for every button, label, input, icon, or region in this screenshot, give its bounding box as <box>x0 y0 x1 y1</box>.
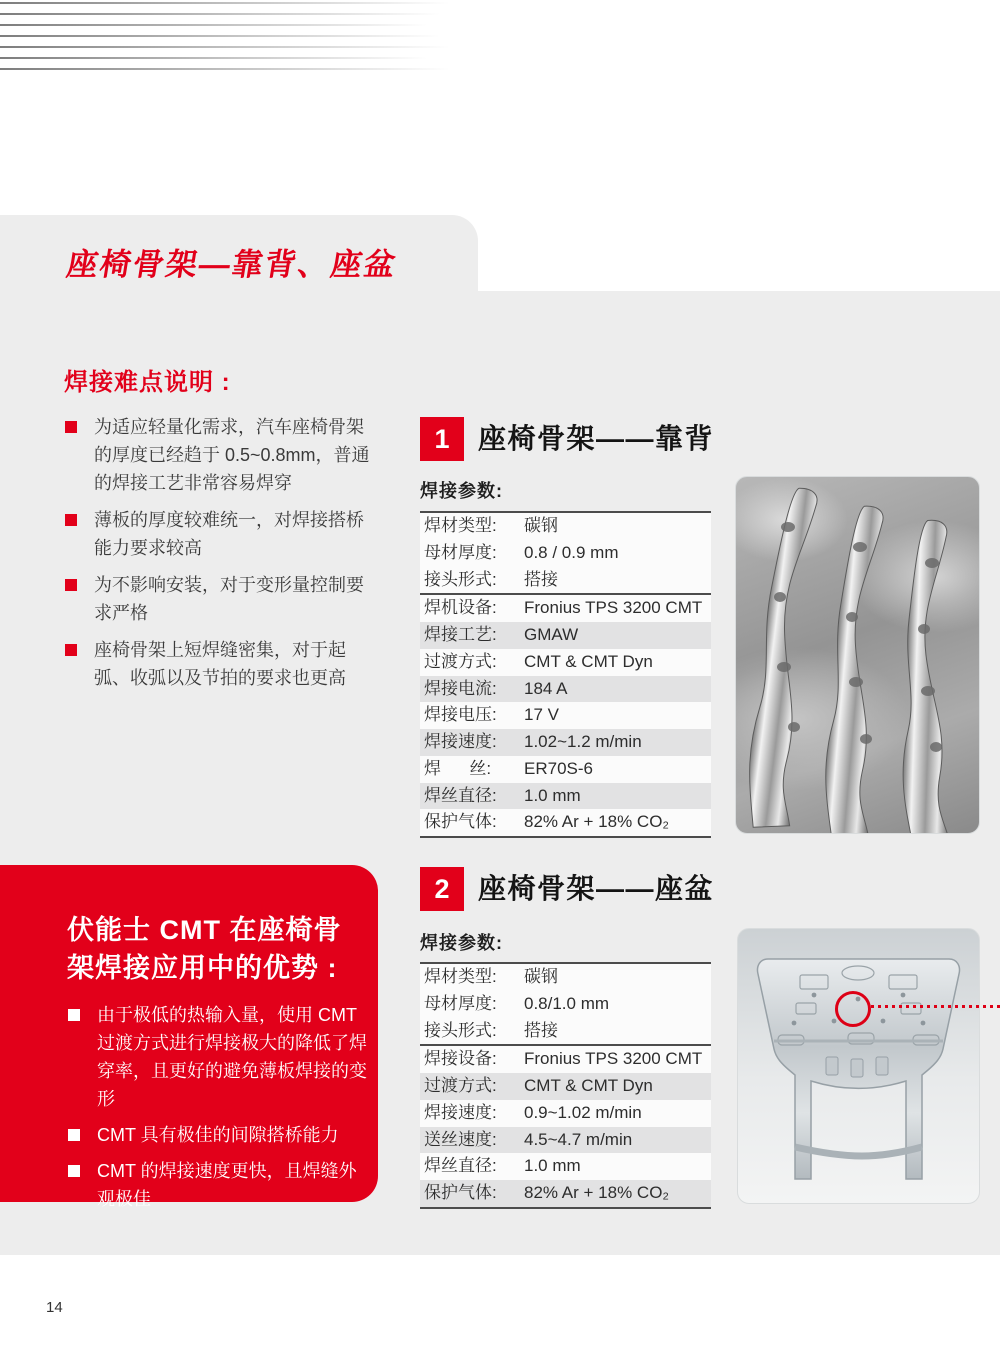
param-value: 184 A <box>524 678 568 698</box>
table-row <box>420 567 711 594</box>
table-row <box>420 756 711 783</box>
section-2-params-heading: 焊接参数: <box>420 933 503 953</box>
param-label: 焊机设备: <box>424 598 497 618</box>
table-row <box>420 622 711 649</box>
stripe <box>0 46 478 48</box>
section-1-number-badge: 1 <box>420 417 464 461</box>
list-item-text: 为适应轻量化需求，汽车座椅骨架的厚度已经趋于 0.5~0.8mm，普通的焊接工艺非常容易焊穿 <box>94 417 370 493</box>
param-value: CMT & CMT Dyn <box>524 651 653 671</box>
table-row <box>420 1100 711 1127</box>
param-value: 碳钢 <box>524 516 558 535</box>
section-2-heading: 座椅骨架——座盆 <box>478 873 715 904</box>
param-value: 0.8 / 0.9 mm <box>524 542 619 562</box>
param-label: 过渡方式: <box>424 651 497 671</box>
table-row <box>420 676 711 703</box>
param-value: 4.5~4.7 m/min <box>524 1129 633 1149</box>
table-row <box>420 729 711 756</box>
stripe <box>0 35 468 37</box>
stripe <box>0 24 454 26</box>
param-label: 接头形式: <box>424 569 497 589</box>
section-1-heading: 座椅骨架——靠背 <box>478 423 715 454</box>
param-label: 焊丝直径: <box>424 1156 497 1176</box>
bullet-square-icon <box>65 514 77 526</box>
list-item <box>64 636 379 692</box>
top-decorative-stripes <box>0 2 478 79</box>
param-value: 碳钢 <box>524 967 558 986</box>
list-item-text: 薄板的厚度较难统一，对焊接搭桥能力要求较高 <box>94 510 364 558</box>
table-row <box>420 702 711 729</box>
stripe <box>0 57 454 59</box>
seat-pan-illustration <box>738 929 979 1203</box>
param-value: Fronius TPS 3200 CMT <box>524 598 703 618</box>
param-value: CMT & CMT Dyn <box>524 1076 653 1095</box>
page-title: 座椅骨架—靠背、座盆 <box>64 247 400 282</box>
param-value: 1.02~1.2 m/min <box>524 732 642 751</box>
param-value: 82% Ar + 18% CO₂ <box>524 812 670 832</box>
list-item <box>67 1121 367 1149</box>
bullet-square-icon <box>68 1129 80 1141</box>
backrest-rails-illustration <box>736 477 979 833</box>
weld-spot-circle-annotation <box>835 991 871 1027</box>
table-row <box>420 964 711 991</box>
param-label: 焊 丝: <box>424 758 492 778</box>
param-value: GMAW <box>524 625 579 644</box>
advantages-heading: 伏能士 CMT 在座椅骨架焊接应用中的优势 : <box>67 915 342 983</box>
list-item-text: CMT 具有极佳的间隙搭桥能力 <box>97 1125 339 1145</box>
advantages-box <box>0 865 378 1209</box>
bullet-square-icon <box>65 644 77 656</box>
annotation-dotted-leader-line <box>871 1005 1000 1008</box>
param-label: 母材厚度: <box>424 542 497 562</box>
stripe <box>0 13 468 15</box>
param-label: 接头形式: <box>424 1020 497 1040</box>
seat-pan-photo <box>737 928 980 1204</box>
param-label: 送丝速度: <box>424 1129 497 1149</box>
table-row <box>420 991 711 1018</box>
param-label: 焊接速度: <box>424 732 497 751</box>
stripe <box>0 2 478 4</box>
bullet-square-icon <box>65 579 77 591</box>
list-item-text: CMT 的焊接速度更快，且焊缝外观极佳 <box>97 1161 357 1209</box>
table-row <box>420 513 711 540</box>
list-item <box>64 571 379 627</box>
param-value: 0.9~1.02 m/min <box>524 1102 642 1122</box>
section-1-parameters-table <box>420 511 711 838</box>
param-label: 焊接电流: <box>424 678 497 698</box>
param-value: 1.0 mm <box>524 785 581 805</box>
table-row <box>420 593 711 622</box>
param-value: 17 V <box>524 705 559 725</box>
param-value: 82% Ar + 18% CO₂ <box>524 1183 670 1202</box>
param-label: 焊材类型: <box>424 967 497 986</box>
table-row <box>420 540 711 567</box>
stripe <box>0 68 478 70</box>
bullet-square-icon <box>68 1165 80 1177</box>
param-value: Fronius TPS 3200 CMT <box>524 1049 703 1069</box>
param-label: 焊接速度: <box>424 1102 497 1122</box>
list-item-text: 由于极低的热输入量，使用 CMT 过渡方式进行焊接极大的降低了焊穿率，且更好的避免薄板焊接的变形 <box>97 1005 367 1109</box>
param-label: 焊材类型: <box>424 516 497 535</box>
difficulties-heading: 焊接难点说明 : <box>64 369 231 396</box>
list-item <box>64 413 379 497</box>
backrest-frames-photo <box>735 476 980 834</box>
table-row <box>420 1018 711 1045</box>
table-row <box>420 809 711 836</box>
table-row <box>420 1180 711 1207</box>
param-label: 焊接设备: <box>424 1049 497 1069</box>
section-2-number-badge: 2 <box>420 867 464 911</box>
list-item <box>67 1001 367 1113</box>
section-1-params-heading: 焊接参数: <box>420 481 503 501</box>
param-label: 保护气体: <box>424 1183 497 1202</box>
param-label: 焊接工艺: <box>424 625 497 644</box>
section-2-parameters-table <box>420 962 711 1209</box>
param-label: 母材厚度: <box>424 993 497 1013</box>
page-number: 14 <box>46 1299 63 1316</box>
table-row <box>420 1153 711 1180</box>
table-row <box>420 1044 711 1073</box>
param-value: 0.8/1.0 mm <box>524 993 610 1013</box>
table-row <box>420 1073 711 1100</box>
advantages-list <box>67 1001 367 1221</box>
list-item-text: 为不影响安装，对于变形量控制要求严格 <box>94 575 364 623</box>
list-item <box>64 506 379 562</box>
param-label: 焊丝直径: <box>424 785 497 805</box>
bullet-square-icon <box>65 421 77 433</box>
list-item <box>67 1157 367 1213</box>
param-value: 搭接 <box>524 1020 558 1040</box>
table-row <box>420 1127 711 1154</box>
param-label: 过渡方式: <box>424 1076 497 1095</box>
param-label: 保护气体: <box>424 812 497 832</box>
table-row <box>420 783 711 810</box>
difficulties-list <box>64 413 379 701</box>
param-value: 搭接 <box>524 569 558 589</box>
table-row <box>420 649 711 676</box>
list-item-text: 座椅骨架上短焊缝密集，对于起弧、收弧以及节拍的要求也更高 <box>94 640 346 688</box>
param-value: ER70S-6 <box>524 758 593 778</box>
param-label: 焊接电压: <box>424 705 497 725</box>
param-value: 1.0 mm <box>524 1156 581 1176</box>
bullet-square-icon <box>68 1009 80 1021</box>
